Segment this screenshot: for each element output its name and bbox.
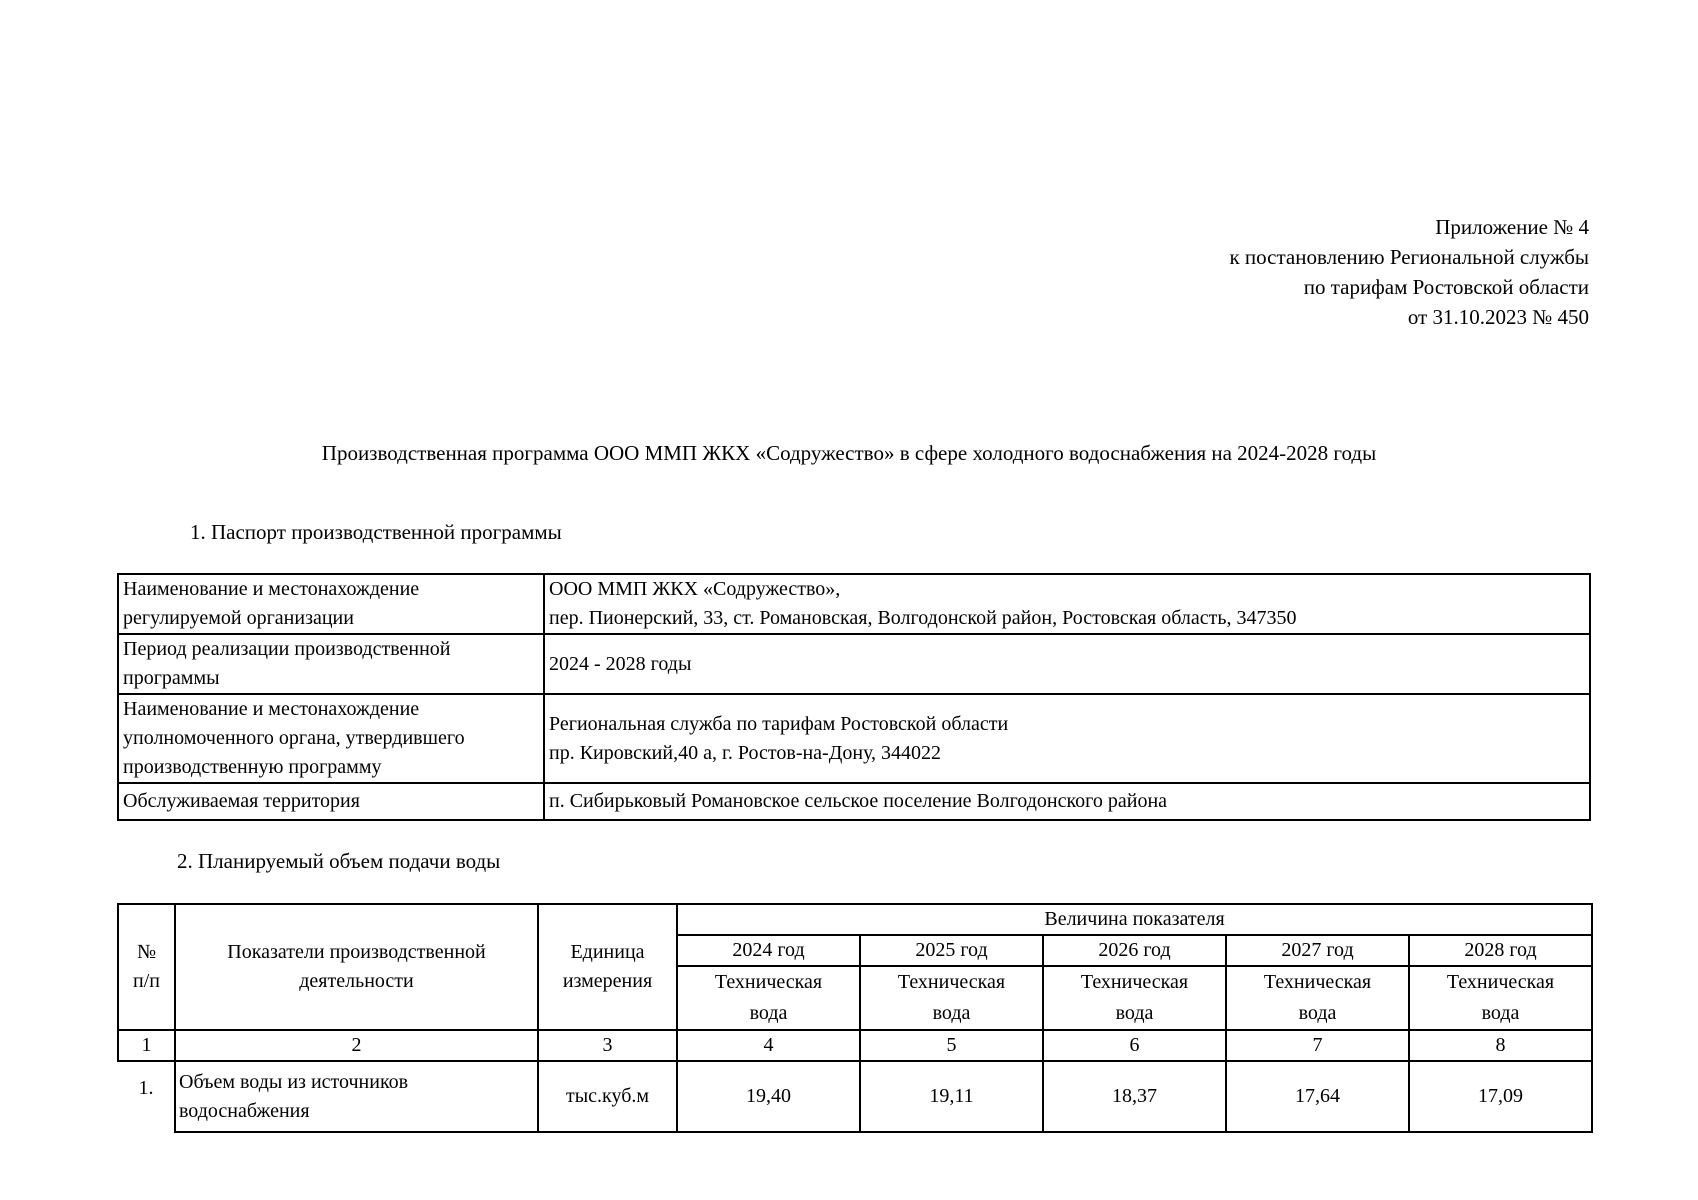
cell-line: ООО ММП ЖКХ «Содружество», xyxy=(549,578,841,600)
column-number-row xyxy=(118,1030,1592,1061)
table-row xyxy=(118,1061,1592,1132)
water-volume-table xyxy=(117,903,1593,1133)
row-number-cell: 1. xyxy=(118,1061,175,1132)
cell-line: Показатели производственной xyxy=(227,941,486,963)
header-cell-year: 2024 год xyxy=(677,935,860,966)
column-number-cell: 6 xyxy=(1043,1030,1226,1061)
cell-line: производственную программу xyxy=(123,756,382,778)
cell-line: п/п xyxy=(133,970,160,992)
cell-line: Техническая xyxy=(1263,971,1372,993)
header-cell-year: 2025 год xyxy=(860,935,1043,966)
appendix-line: Приложение № 4 xyxy=(1435,215,1589,239)
cell-line: Техническая xyxy=(1446,971,1555,993)
cell-line: регулируемой организации xyxy=(123,607,354,629)
table-row xyxy=(118,574,1590,634)
cell-line: Наименование и местонахождение xyxy=(123,698,420,720)
cell-line: вода xyxy=(749,1002,788,1024)
cell-line: программы xyxy=(123,667,220,689)
table-row xyxy=(118,634,1590,694)
cell-line: № xyxy=(136,941,157,963)
header-cell-indicator xyxy=(175,904,538,1030)
column-number-cell: 4 xyxy=(677,1030,860,1061)
unit-cell: тыс.куб.м xyxy=(538,1061,677,1132)
cell-line: вода xyxy=(1481,1002,1520,1024)
header-cell-no xyxy=(118,904,175,1030)
cell-line: водоснабжения xyxy=(179,1099,310,1122)
passport-label-cell xyxy=(118,694,544,783)
cell-line: Техническая xyxy=(897,971,1006,993)
header-cell-water-type xyxy=(1409,966,1592,1030)
column-number-cell: 8 xyxy=(1409,1030,1592,1061)
cell-line: Объем воды из источников xyxy=(179,1070,409,1093)
column-number-cell: 1 xyxy=(118,1030,175,1061)
appendix-line: от 31.10.2023 № 450 xyxy=(1407,305,1589,329)
cell-line: измерения xyxy=(562,970,653,992)
passport-label-cell xyxy=(118,783,544,820)
passport-value-cell xyxy=(544,694,1590,783)
cell-line: Период реализации производственной xyxy=(123,638,451,660)
header-cell-year: 2027 год xyxy=(1226,935,1409,966)
column-number-cell: 3 xyxy=(538,1030,677,1061)
cell-line: п. Сибирьковый Романовское сельское поселение Волгодонского района xyxy=(549,790,1168,812)
header-cell-unit xyxy=(538,904,677,1030)
value-cell: 19,11 xyxy=(860,1061,1043,1132)
header-cell-year: 2026 год xyxy=(1043,935,1226,966)
cell-line: вода xyxy=(1298,1002,1337,1024)
table-header-row xyxy=(118,904,1592,935)
cell-line: Техническая xyxy=(714,971,823,993)
column-number-cell: 2 xyxy=(175,1030,538,1061)
cell-line: Наименование и местонахождение xyxy=(123,578,420,600)
appendix-line: по тарифам Ростовской области xyxy=(1303,275,1589,299)
cell-line: Региональная служба по тарифам Ростовской области xyxy=(549,712,1009,735)
cell-line: пр. Кировский,40 а, г. Ростов-на-Дону, 344022 xyxy=(549,741,942,764)
header-cell-group: Величина показателя xyxy=(677,904,1592,935)
passport-value-cell xyxy=(544,783,1590,820)
header-cell-water-type xyxy=(1043,966,1226,1030)
appendix-block xyxy=(1229,212,1589,332)
cell-line: вода xyxy=(932,1002,971,1024)
table-row xyxy=(118,783,1590,820)
appendix-line: к постановлению Региональной службы xyxy=(1229,245,1589,269)
column-number-cell: 7 xyxy=(1226,1030,1409,1061)
passport-label-cell xyxy=(118,574,544,634)
cell-line: деятельности xyxy=(299,970,414,992)
document-title: Производственная программа ООО ММП ЖКХ «Содружество» в сфере холодного водоснабжения на 2024-2028 годы xyxy=(321,441,1377,465)
passport-value-cell xyxy=(544,574,1590,634)
table-row xyxy=(118,694,1590,783)
cell-line: уполномоченного органа, утвердившего xyxy=(123,727,465,749)
section-1-heading: 1. Паспорт производственной программы xyxy=(190,520,562,544)
indicator-cell xyxy=(175,1061,538,1132)
header-cell-year: 2028 год xyxy=(1409,935,1592,966)
passport-label-cell xyxy=(118,634,544,694)
cell-line: Техническая xyxy=(1080,971,1189,993)
cell-line: пер. Пионерский, 33, ст. Романовская, Волгодонской район, Ростовская область, 347350 xyxy=(549,607,1297,629)
header-cell-water-type xyxy=(1226,966,1409,1030)
column-number-cell: 5 xyxy=(860,1030,1043,1061)
cell-line: Обслуживаемая территория xyxy=(123,790,360,812)
value-cell: 17,09 xyxy=(1409,1061,1592,1132)
value-cell: 19,40 xyxy=(677,1061,860,1132)
cell-line: Единица xyxy=(570,941,645,963)
cell-line: вода xyxy=(1115,1002,1154,1024)
passport-value-cell xyxy=(544,634,1590,694)
header-cell-water-type xyxy=(860,966,1043,1030)
value-cell: 17,64 xyxy=(1226,1061,1409,1132)
section-2-heading: 2. Планируемый объем подачи воды xyxy=(177,849,501,873)
passport-table xyxy=(117,573,1591,821)
header-cell-water-type xyxy=(677,966,860,1030)
cell-line: 2024 - 2028 годы xyxy=(549,652,692,675)
value-cell: 18,37 xyxy=(1043,1061,1226,1132)
